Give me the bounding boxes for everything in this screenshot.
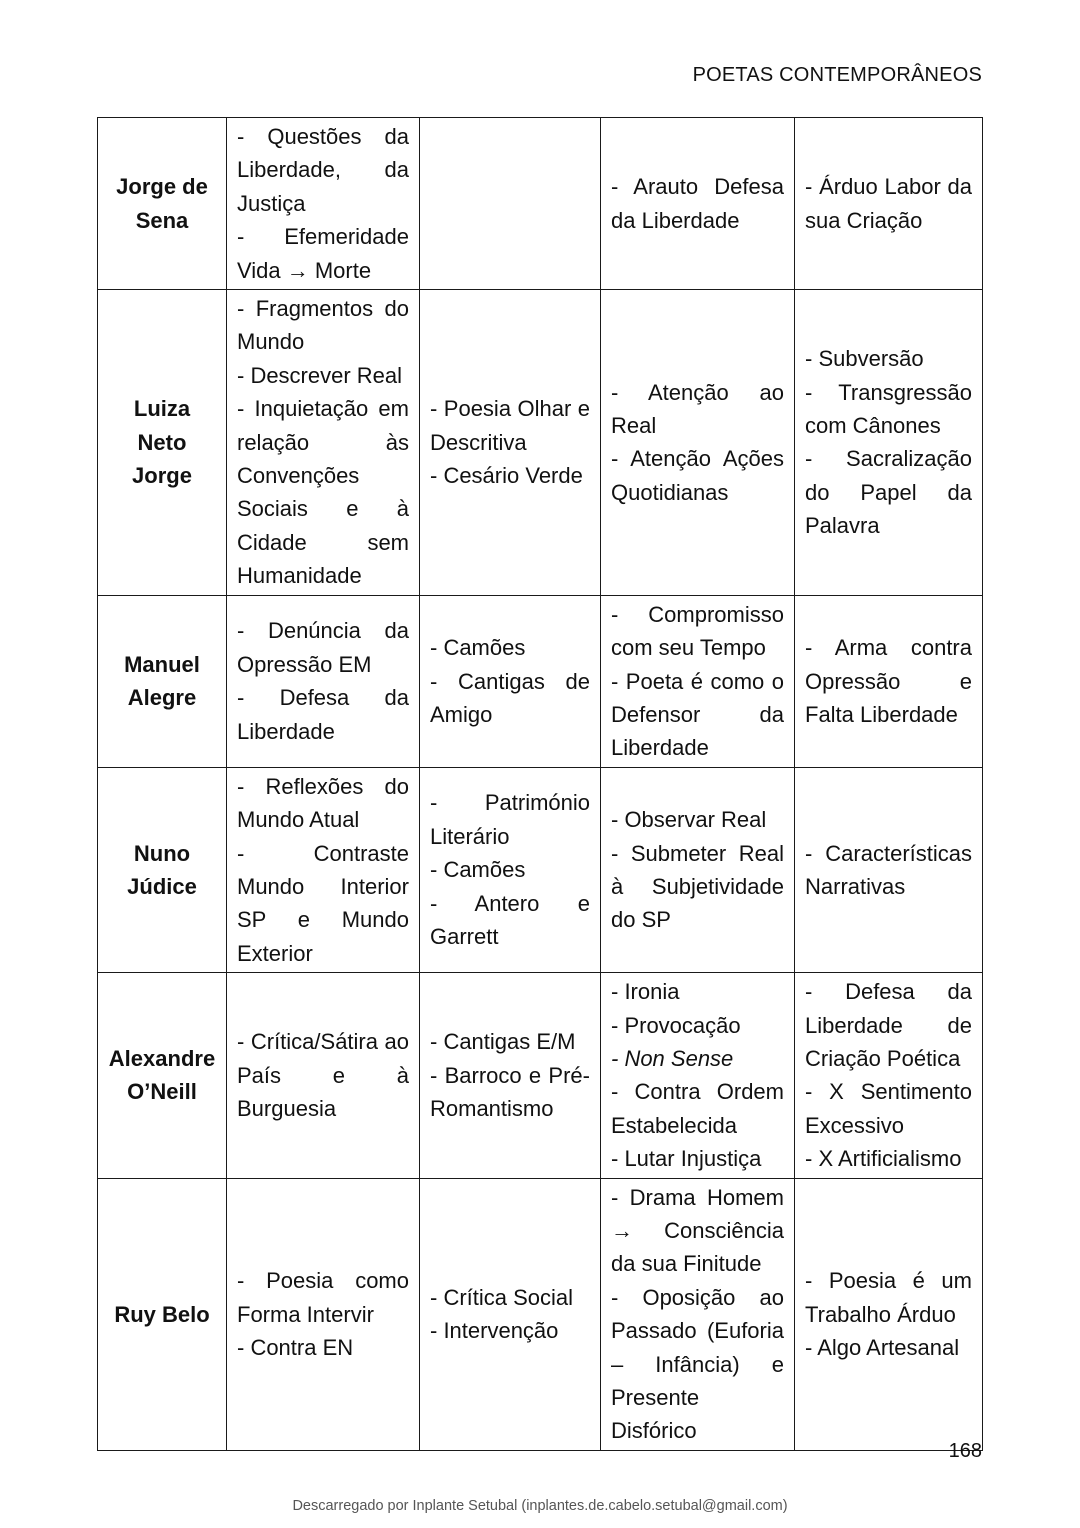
themes-cell: - Questões da Liberdade, da Justiça - Efemeridade Vida → Morte	[227, 118, 420, 290]
themes-cell: - Reflexões do Mundo Atual - Contraste Mundo Interior SP e Mundo Exterior	[227, 767, 420, 972]
poetics-cell: - Poesia é um Trabalho Árduo - Algo Artesanal	[795, 1178, 983, 1450]
table-row	[98, 767, 983, 972]
themes-cell: - Denúncia da Opressão EM - Defesa da Liberdade	[227, 595, 420, 767]
poet-name-cell: Alexandre O’Neill	[98, 973, 227, 1178]
role-cell: - Atenção ao Real - Atenção Ações Quotidianas	[601, 290, 795, 596]
poet-name-cell: Nuno Júdice	[98, 767, 227, 972]
role-cell: - Drama Homem → Consciência da sua Finitude - Oposição ao Passado (Euforia – Infância) e Presente Disfórico	[601, 1178, 795, 1450]
download-note: Descarregado por Inplante Setubal (inplantes.de.cabelo.setubal@gmail.com)	[292, 1498, 788, 1514]
poetics-cell: - Características Narrativas	[795, 767, 983, 972]
table-row	[98, 595, 983, 767]
poet-name-cell: Luiza Neto Jorge	[98, 290, 227, 596]
influences-cell: - Cantigas E/M - Barroco e Pré-Romantismo	[420, 973, 601, 1178]
poet-name-cell: Ruy Belo	[98, 1178, 227, 1450]
role-cell: - Arauto Defesa da Liberdade	[601, 118, 795, 290]
poetics-cell: - Defesa da Liberdade de Criação Poética - X Sentimento Excessivo - X Artificialismo	[795, 973, 983, 1178]
influences-cell	[420, 118, 601, 290]
poet-name-cell: Manuel Alegre	[98, 595, 227, 767]
table-row	[98, 118, 983, 290]
influences-cell: - Património Literário - Camões - Antero e Garrett	[420, 767, 601, 972]
table-row	[98, 973, 983, 1178]
page-number: 168	[948, 1440, 982, 1462]
influences-cell: - Crítica Social - Intervenção	[420, 1178, 601, 1450]
poetics-cell: - Subversão - Transgressão com Cânones - Sacralização do Papel da Palavra	[795, 290, 983, 596]
poetics-cell: - Arma contra Opressão e Falta Liberdade	[795, 595, 983, 767]
themes-cell: - Poesia como Forma Intervir - Contra EN	[227, 1178, 420, 1450]
role-cell: - Compromisso com seu Tempo - Poeta é como o Defensor da Liberdade	[601, 595, 795, 767]
poetics-cell: - Árduo Labor da sua Criação	[795, 118, 983, 290]
influences-cell: - Poesia Olhar e Descritiva - Cesário Verde	[420, 290, 601, 596]
running-header: POETAS CONTEMPORÂNEOS	[692, 64, 982, 86]
themes-cell: - Fragmentos do Mundo - Descrever Real - Inquietação em relação às Convenções Sociais e à Cidade sem Humanidade	[227, 290, 420, 596]
influences-cell: - Camões - Cantigas de Amigo	[420, 595, 601, 767]
table-row	[98, 290, 983, 596]
poet-name-cell: Jorge de Sena	[98, 118, 227, 290]
poets-table	[97, 117, 983, 1451]
table-row	[98, 1178, 983, 1450]
role-cell: - Observar Real - Submeter Real à Subjetividade do SP	[601, 767, 795, 972]
themes-cell: - Crítica/Sátira ao País e à Burguesia	[227, 973, 420, 1178]
role-cell: - Ironia - Provocação - Non Sense - Contra Ordem Estabelecida - Lutar Injustiça	[601, 973, 795, 1178]
